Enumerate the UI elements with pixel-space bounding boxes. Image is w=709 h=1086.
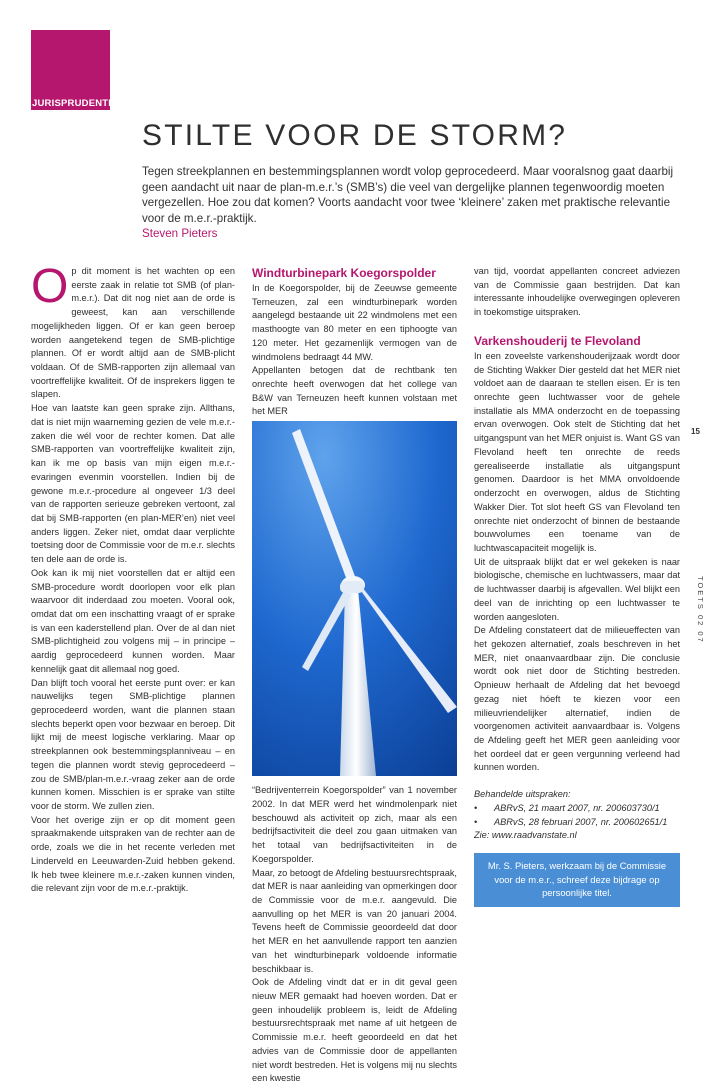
author-info-box: Mr. S. Pieters, werkzaam bij de Commissie voor de m.e.r., schreef deze bijdrage op persoonlijke titel. bbox=[474, 853, 680, 907]
section-label: JURISPRUDENTIE bbox=[32, 98, 118, 109]
wind-turbine-photo bbox=[244, 421, 457, 776]
lead-text: Tegen streekplannen en bestemmingsplannen wordt volop geprocedeerd. Maar vooralsnog gaat daarbij geen aandacht uit naar de plan-m.e.r.’s (SMB’s) die veel van dergelijke plannen tegenwoordig moeten vergezellen. Hoe zou dat komen? Voorts aandacht voor twee ‘kleinere’ zaken met praktische relevantie voor de m.e.r.-praktijk. bbox=[142, 165, 674, 225]
spacer bbox=[474, 775, 680, 788]
section-heading-varkenshouderij: Varkenshouderij te Flevoland bbox=[474, 333, 641, 348]
col1-p1-text: p dit moment is het wachten op een eerste zaak in relatie tot SMB (of plan-m.e.r.). Dat dit nog niet aan de orde is geweest, kan aan verschillende mogelijkheden liggen. Of er kan geen beroep worden aangetekend tegen de SMB-plichtige plannen. Of er wordt altijd aan de SMB-plicht voldaan. Of de SMB-rapporten zijn allemaal van voortreffelijke kwaliteit. Of de insprekers liggen te slapen. bbox=[31, 266, 235, 400]
column-1 bbox=[31, 260, 235, 896]
page-number: 15 bbox=[691, 427, 700, 436]
lead-paragraph bbox=[142, 164, 682, 242]
drop-cap: O bbox=[31, 260, 69, 313]
col3-paragraph-4: De Afdeling constateert dat de milieueffecten van het gekozen alternatief, zoals beschreven in het MER, niet onaanvaardbaar zijn. Die conclusie wordt ook niet door de Stichting bestreden. Opnieuw herhaalt de Afdeling dat het bevoegd gezag niet hóeft te kiezen voor een milieuvriendelijker alternatief, indien de voorgenomen activiteit aanvaardbaar is. Volgens de Afdeling geeft het MER geen aanleiding voor het oordeel dat er geen vergunning verleend had kunnen worden. bbox=[474, 625, 680, 773]
col2-paragraph-5: Ook de Afdeling vindt dat er in dit geval geen nieuw MER gemaakt had hoeven worden. Dat er geen inhoudelijk probleem is, leidt de Afdeling bestuursrechtspraak met name af uit hetgeen de Commissie m.e.r. heeft geoordeeld en dat het advies van de Commissie door de appellanten niet wordt bestreden. Het is volgens mij nu slechts een kwestie bbox=[252, 977, 457, 1084]
col1-paragraph-5: Voor het overige zijn er op dit moment geen spraakmakende uitspraken van de rechter aan de orde, zoals we die in het recente verleden met Linderveld en Leeuwarden-Zuid hebben gekend. Ik heb twee kleinere m.e.r.-zaken kunnen vinden, die relevant zijn voor de m.e.r.-praktijk. bbox=[31, 814, 235, 894]
reference-text-2: ABRvS, 28 februari 2007, nr. 200602651/1 bbox=[494, 816, 668, 827]
col1-paragraph-4: Dan blijft toch vooral het eerste punt over: er kan nauwelijks tegen SMB-plichtige plannen geprocedeerd worden, want die plannen staan slechts beperkt open voor bezwaar en beroep. Dit lijkt mij de meest logische verklaring. Maar op streekplannen ook bestemmingsplanniveau – en tegen die plannen wordt stevig geprocedeerd – zou de SMB/plan-m.e.r.-vraag zeker aan de orde kunnen komen. Misschien is er sprake van stilte voor de storm. We zullen zien. bbox=[31, 677, 235, 812]
journal-name: TOETS 02 07 bbox=[696, 576, 705, 644]
col3-paragraph-1: van tijd, voordat appellanten concreet adviezen van de Commissie gaan bestrijden. Dat kan interessante inhoudelijke overwegingen opleveren in toekomstige uitspraken. bbox=[474, 266, 680, 318]
reference-item-2 bbox=[474, 816, 680, 830]
col3-paragraph-3: Uit de uitspraak blijkt dat er wel gekeken is naar biologische, chemische en luchtwassers, maar dat de luchtwasser daarbij is afgevallen. Wel blijkt een deel van de inrichting op een luchtwasser te worden aangesloten. bbox=[474, 556, 680, 622]
column-2 bbox=[244, 265, 457, 1086]
col2-paragraph-3: “Bedrijventerrein Koegorspolder” van 1 november 2002. In dat MER werd het windmolenpark niet beschouwd als activiteit op zich, maar als een bedrijfsactiviteit die deel zou gaan uitmaken van het totaal van bedrijfsactiviteiten in de Koegorspolder. bbox=[252, 785, 457, 864]
bullet-icon: • bbox=[474, 816, 478, 827]
photo-credit: FOTO: CSC-SDS bbox=[244, 721, 251, 776]
col2-paragraph-1: In de Koegorspolder, bij de Zeeuwse gemeente Terneuzen, zal een windturbinepark worden aangelegd bestaande uit 22 windmolens met een masthoogte van 80 meter en een tiphoogte van 120 meter. Het gezamenlijk vermogen van de windmolens bedraagt 44 MW. bbox=[252, 283, 457, 362]
reference-item-1 bbox=[474, 802, 680, 816]
references-title: Behandelde uitspraken: bbox=[474, 789, 571, 800]
column-3 bbox=[474, 265, 680, 907]
col1-paragraph-2: Hoe van laatste kan geen sprake zijn. Allthans, dat is niet mijn waarneming gezien de vele m.e.r.-zaken die wél voor de rechter komen. Dat alle SMB-rapporten van voortreffelijke kwaliteit zijn, kan ik me op basis van mijn eigen m.e.r.-evaringen evenmin voorstellen. Indien bij de gewone m.e.r.-procedure al ongeveer 1/3 deel van de rapporten serieuze gebreken vertoont, zal dat bij SMB-rapporten (en plan-MER’en) niet veel anders liggen. Zeker niet, omdat daar verplichte toetsing door de Commissie voor de m.e.r. slechts ten dele aan de orde is. bbox=[31, 403, 235, 565]
col1-paragraph-3: Ook kan ik mij niet voorstellen dat er altijd een SMB-procedure wordt doorlopen voor elk plan waarvoor dit inderdaad zou moeten. Vooral ook, omdat dat om een inschatting vraagt of er sprake is van een kaderstellend plan. Over de al dan niet SMB-plichtigheid zou volgens mij – in principe – aardig geprocedeerd kunnen worden. Maar kennelijk gaat dit allemaal nog goed. bbox=[31, 567, 235, 674]
col2-paragraph-2: Appellanten betogen dat de rechtbank ten onrechte heeft overwogen dat het college van B&W van Terneuzen heeft kunnen volstaan met het MER bbox=[252, 365, 457, 417]
bullet-icon: • bbox=[474, 802, 478, 813]
col3-paragraph-2: In een zoveelste varkenshouderijzaak wordt door de Stichting Wakker Dier gesteld dat het MER niet voldoet aan de daaraan te stellen eisen. Er is ten onrechte geen luchtwasser voor de gehele installatie als MMA onderzocht en de toepassing ervan overwogen. Ook stelt de Stichting dat het uitgangspunt van het MER onjuist is. Want GS van Flevoland heeft ten onrechte de reeds gerealiseerde installatie als uitgangspunt genomen. Daardoor is het MMA onvoldoende onderzocht en overwogen, aldus de Stichting Wakker Dier. Tot slot heeft GS van Flevoland ten onrechte niet onderzocht of binnen de bestaande bouwvolumes een toename van de luchtwascapaciteit mogelijk is. bbox=[474, 350, 680, 553]
reference-text-1: ABRvS, 21 maart 2007, nr. 200603730/1 bbox=[494, 802, 660, 813]
page-title: STILTE VOOR DE STORM? bbox=[142, 119, 568, 153]
author-name: Steven Pieters bbox=[142, 227, 218, 241]
col1-paragraph-1 bbox=[31, 260, 235, 402]
references-weblink[interactable]: Zie: www.raadvanstate.nl bbox=[474, 830, 577, 841]
section-heading-windturbinepark: Windturbinepark Koegorspolder bbox=[252, 266, 436, 280]
col2-paragraph-4: Maar, zo betoogt de Afdeling bestuursrechtspraak, dat MER is naar aanleiding van opmerkingen door de Commissie voor de m.e.r. aangevuld. Die aanvulling op het MER is van 20 januari 2004. Tevens heeft de Commissie geoordeeld dat door het MER en het aanvullende rapport ten aanzien van het windturbinepark voldoende informatie beschikbaar is. bbox=[252, 867, 457, 974]
